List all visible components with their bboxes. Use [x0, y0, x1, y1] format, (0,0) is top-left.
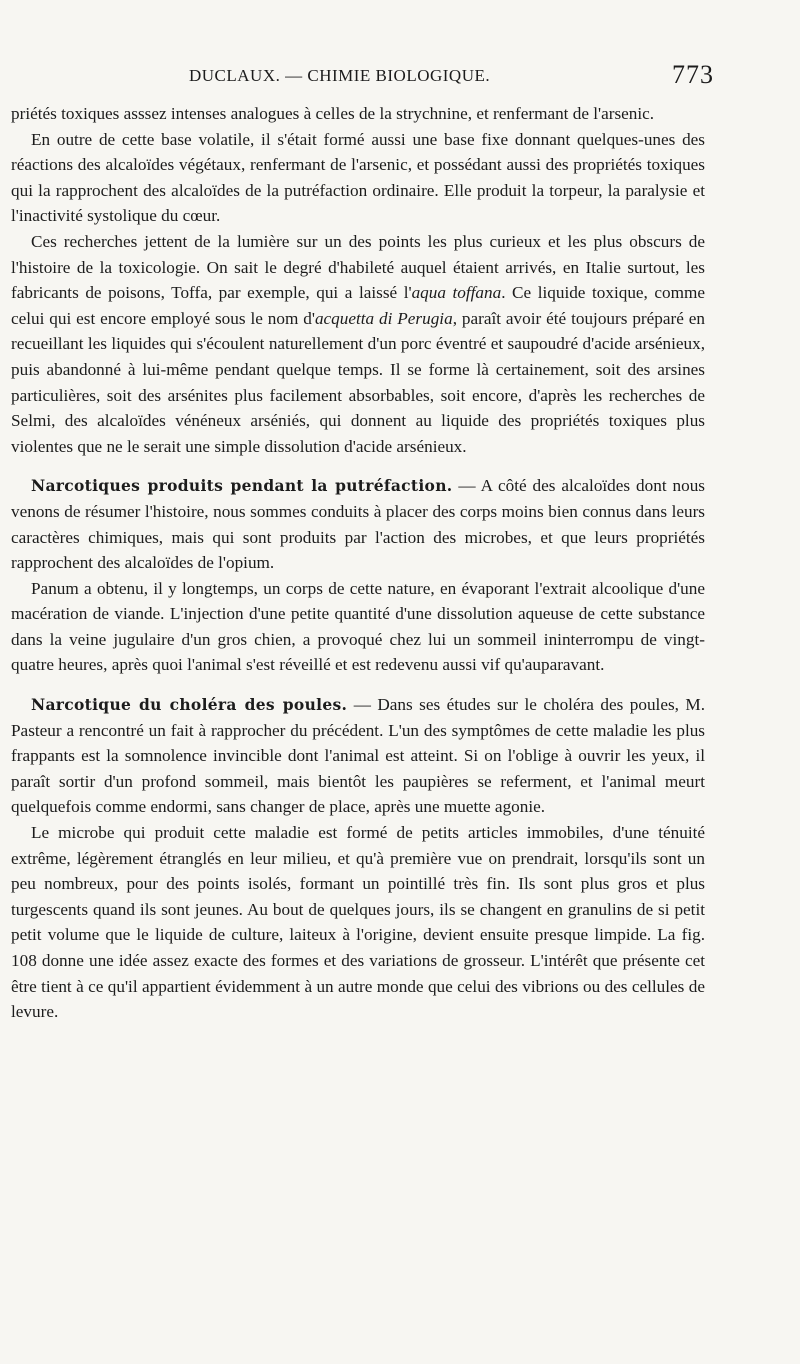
paragraph-3-text-c: , paraît avoir été toujours préparé en recueillant les liquides qui s'écoulent naturellement d'un porc éventré et saupoudré d'acide arsénieux, puis abandonné à lui-même pendant quelque temps. Il se forme là certainement, soit des arsines particulières, soit des arsénites plus facilement absorbables, soit encore, d'après les recherches de Selmi, des alcaloïdes vénéneux arséniés, qui donnent au liquide des propriétés toxiques plus violentes que ne le serait une simple dissolution d'acide arsénieux.	[11, 308, 705, 456]
paragraph-1: priétés toxiques asssez intenses analogues à celles de la strychnine, et renfermant de l'arsenic.	[11, 104, 655, 123]
paragraph-7: Le microbe qui produit cette maladie est formé de petits articles immobiles, d'une ténuité extrême, légèrement étranglés en leur milieu, et qu'à première vue on prendrait, lorsqu'ils sont un peu nombreux, pour des points isolés, formant un pointillé très fin. Ils sont plus gros et plus turgescents quand ils sont jeunes. Au bout de quelques jours, ils se changent en granulins de si petit petit volume que le liquide de culture, laiteux à l'origine, devient ensuite presque limpide. La fig. 108 donne une idée assez exacte des formes et des variations de grosseur. L'intérêt que présente cet être tient à ce qu'il appartient évidemment à un autre monde que celui des vibrions ou des cellules de levure.	[11, 823, 705, 1022]
paragraph-3-text-a: Ces recherches jettent de la lumière sur un des points les plus curieux et les plus obscurs de l'histoire de la toxicologie. On sait le degré d'habileté auquel étaient arrivés, en Italie surtout, les fabricants de poisons, Toffa, par exemple, qui a laissé l'	[11, 231, 705, 303]
paragraph-3-text-b: . Ce liquide toxique, comme celui qui est encore employé sous le nom d'	[11, 283, 705, 328]
italic-acquetta-di-perugia: acquetta di Perugia	[314, 308, 453, 328]
section-heading-narcotiques-putrefaction: Narcotiques produits pendant la putréfaction.	[31, 476, 453, 496]
running-title: DUCLAUX. — CHIMIE BIOLOGIQUE.	[189, 66, 491, 85]
page-header	[0, 60, 800, 94]
paragraph-3	[11, 229, 705, 459]
paragraph-2: En outre de cette base volatile, il s'était formé aussi une base fixe donnant quelques-unes des réactions des alcaloïdes végétaux, renfermant de l'arsenic, et possédant aussi des propriétés toxiques qui la rapprochent des alcaloïdes de la putréfaction ordinaire. Elle produit la torpeur, la paralysie et l'inactivité systolique du cœur.	[11, 129, 705, 226]
paragraph-4	[11, 473, 705, 575]
paragraph-6-text: — Dans ses études sur le choléra des poules, M. Pasteur a rencontré un fait à rapprocher du précédent. L'un des symptômes de cette maladie les plus frappants est la somnolence invincible dont l'animal est atteint. Si on l'oblige à ouvrir les yeux, il paraît sortir d'un profond sommeil, mais bientôt les paupières se referment, et l'animal meurt quelquefois comme endormi, sans changer de place, après une muette agonie.	[11, 695, 705, 817]
paragraph-4-text: — A côté des alcaloïdes dont nous venons de résumer l'histoire, nous sommes conduits à placer des corps moins bien connus dans leurs caractères chimiques, mais qui sont produits par l'action des microbes, et que leurs propriétés rapprochent des alcaloïdes de l'opium.	[11, 476, 705, 573]
italic-aqua-toffana: aqua toffana	[411, 283, 502, 303]
section-heading-narcotique-cholera: Narcotique du choléra des poules.	[31, 695, 348, 715]
body-text	[11, 101, 705, 1025]
page-number: 773	[672, 60, 714, 89]
paragraph-6	[11, 692, 705, 820]
paragraph-5: Panum a obtenu, il y longtemps, un corps de cette nature, en évaporant l'extrait alcoolique d'une macération de viande. L'injection d'une petite quantité d'une dissolution aqueuse de cette substance dans la veine jugulaire d'un gros chien, a provoqué chez lui un sommeil ininterrompu de vingt-quatre heures, après quoi l'animal s'est réveillé et est redevenu aussi vif qu'auparavant.	[11, 578, 705, 675]
